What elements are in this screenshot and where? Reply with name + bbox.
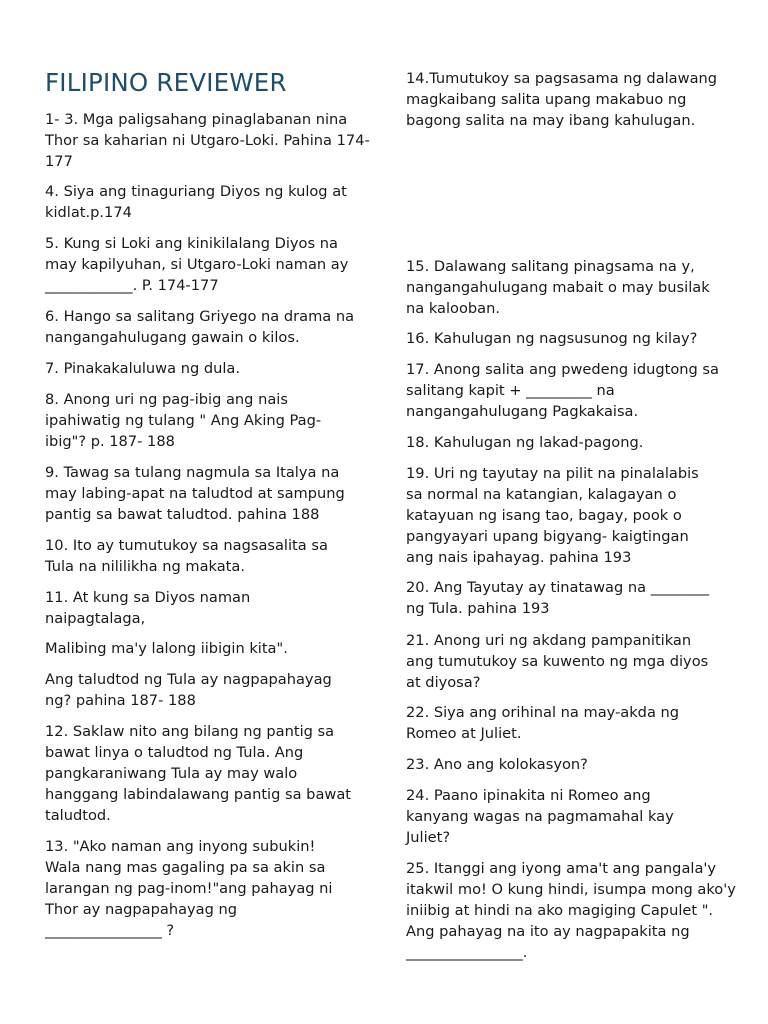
question-9: 9. Tawag sa tulang nagmula sa Italya na may labing-apat na taludtod at sampung pantig sa bawat taludtod. pahina 188 (45, 464, 345, 523)
question-10: 10. Ito ay tumutukoy sa nagsasalita sa Tula na nililikha ng makata. (45, 537, 328, 575)
question-6: 6. Hango sa salitang Griyego na drama na nangangahulugang gawain o kilos. (45, 308, 355, 346)
question-22: 22. Siya ang orihinal na may-akda ng Romeo at Juliet. (406, 704, 680, 742)
question-24: 24. Paano ipinakita ni Romeo ang kanyang wagas na pagmamahal kay Juliet? (406, 787, 674, 846)
question-25: 25. Itanggi ang iyong ama't ang pangala'y itakwil mo! O kung hindi, isumpa mong ako'y iniibig at hindi na ako magiging Capulet ". Ang pahayag na ito ay nagpapakita ng ________________. (406, 860, 736, 961)
question-20: 20. Ang Tayutay ay tinatawag na ________ ng Tula. pahina 193 (406, 579, 710, 617)
question-16: 16. Kahulugan ng nagsusunog ng kilay? (406, 330, 698, 347)
page-title: FILIPINO REVIEWER (45, 68, 287, 97)
question-4: 4. Siya ang tinaguriang Diyos ng kulog at kidlat.p.174 (45, 183, 347, 221)
question-7: 7. Pinakakaluluwa ng dula. (45, 360, 240, 377)
question-11-line-2: Malibing ma'y lalong iibigin kita". (45, 640, 288, 657)
question-12: 12. Saklaw nito ang bilang ng pantig sa bawat linya o taludtod ng Tula. Ang pangkaraniwang Tula ay may walo hanggang labindalawang pantig sa bawat taludtod. (45, 723, 351, 824)
question-14: 14.Tumutukoy sa pagsasama ng dalawang magkaibang salita upang makabuo ng bagong salita na may ibang kahulugan. (406, 70, 718, 129)
question-17: 17. Anong salita ang pwedeng idugtong sa salitang kapit + _________ na nangangahulugang Pagkakaisa. (406, 361, 719, 420)
question-1-3: 1- 3. Mga paligsahang pinaglabanan nina Thor sa kaharian ni Utgaro-Loki. Pahina 174-177 (45, 111, 370, 170)
question-23: 23. Ano ang kolokasyon? (406, 756, 588, 773)
question-18: 18. Kahulugan ng lakad-pagong. (406, 434, 644, 451)
question-15: 15. Dalawang salitang pinagsama na y, nangangahulugang mabait o may busilak na kalooban. (406, 258, 710, 317)
question-11-prompt: Ang taludtod ng Tula ay nagpapahayag ng? pahina 187- 188 (45, 671, 332, 709)
question-8: 8. Anong uri ng pag-ibig ang nais ipahiwatig ng tulang " Ang Aking Pag-ibig"? p. 187- 188 (45, 391, 322, 450)
question-5: 5. Kung si Loki ang kinikilalang Diyos na may kapilyuhan, si Utgaro-Loki naman ay ____________. P. 174-177 (45, 235, 349, 294)
question-21: 21. Anong uri ng akdang pampanitikan ang tumutukoy sa kuwento ng mga diyos at diyosa? (406, 632, 709, 691)
question-19: 19. Uri ng tayutay na pilit na pinalalabis sa normal na katangian, kalagayan o katayuan ng isang tao, bagay, pook o pangyayari upang bigyang- kaigtingan ang nais ipahayag. pahina 193 (406, 465, 699, 566)
question-13: 13. "Ako naman ang inyong subukin! Wala nang mas gagaling pa sa akin sa larangan ng pag-inom!"ang pahayag ni Thor ay nagpapahayag ng ________________ ? (45, 838, 333, 939)
question-11: 11. At kung sa Diyos naman naipagtalaga, (45, 589, 251, 627)
